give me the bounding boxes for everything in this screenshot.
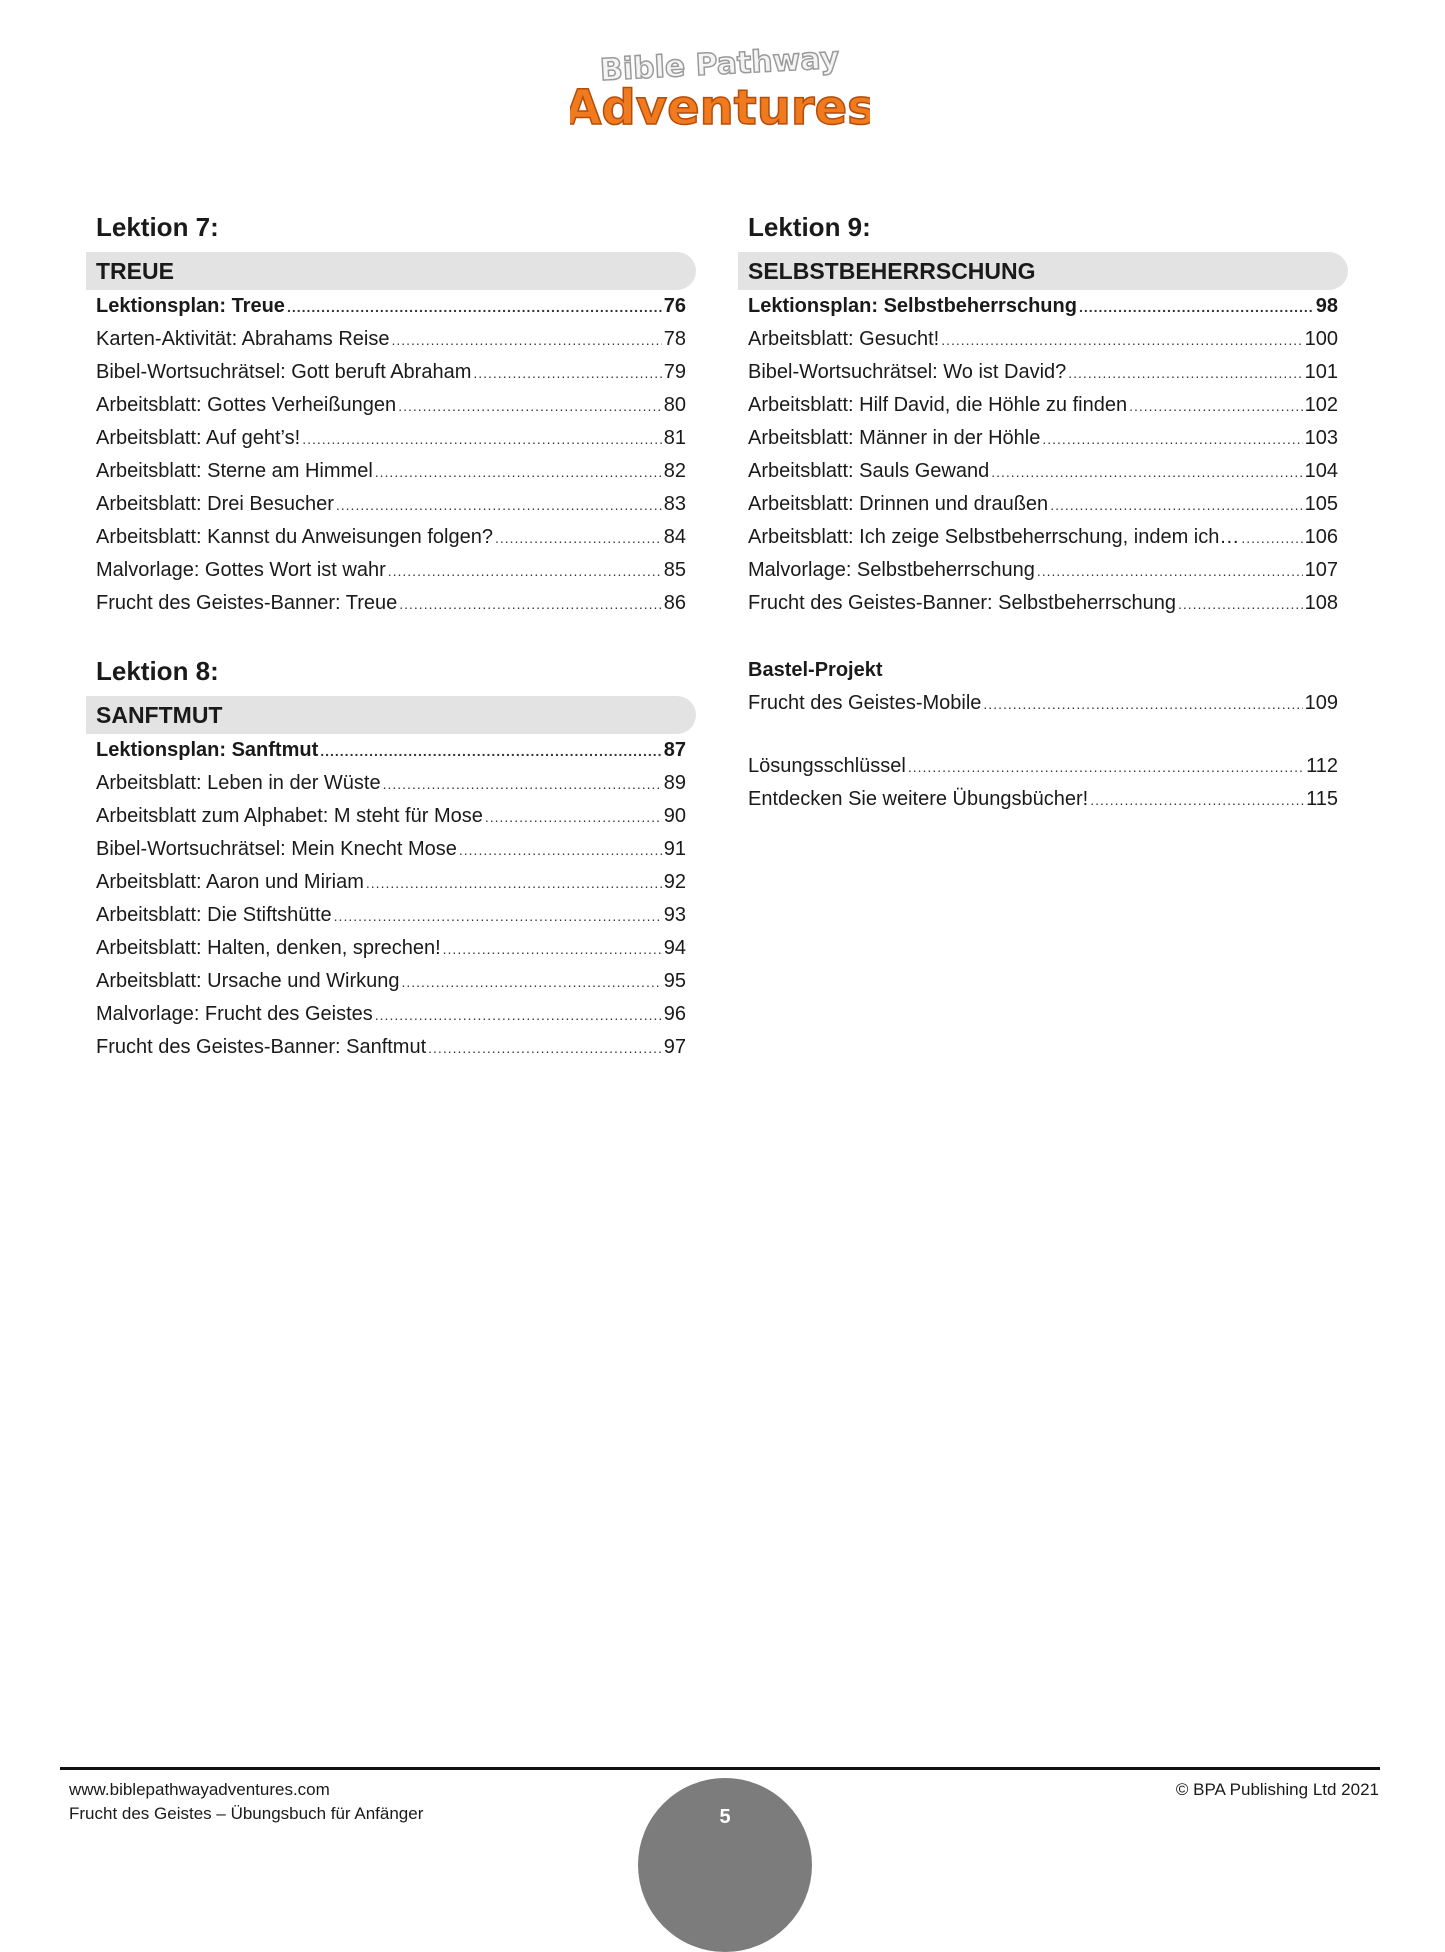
toc-entry[interactable] — [96, 800, 686, 833]
toc-entry-page: 115 — [1306, 788, 1338, 810]
toc-entry[interactable] — [96, 767, 686, 800]
toc-entry-page: 100 — [1304, 328, 1338, 350]
toc-entry-page: 76 — [663, 295, 686, 317]
footer-copyright: © BPA Publishing Ltd 2021 — [1175, 1780, 1379, 1799]
page-number: 5 — [638, 1778, 812, 1952]
toc-entry[interactable] — [96, 422, 686, 455]
toc-entry-title: Arbeitsblatt: Kannst du Anweisungen folgen? — [96, 526, 493, 548]
toc-entry[interactable] — [748, 521, 1338, 554]
dot-leader — [287, 291, 662, 324]
dot-leader — [1241, 522, 1302, 555]
toc-entry-page: 81 — [663, 427, 686, 449]
dot-leader — [398, 390, 662, 423]
toc-entry-page: 109 — [1304, 692, 1338, 714]
toc-entry-page: 84 — [663, 526, 686, 548]
dot-leader — [302, 423, 662, 456]
craft-project-entries — [738, 687, 1348, 720]
publisher-logo — [570, 32, 870, 142]
toc-entry-page: 112 — [1306, 755, 1338, 777]
toc-entry-page: 101 — [1304, 361, 1338, 383]
toc-entry[interactable] — [96, 290, 686, 323]
toc-entry-title: Bibel-Wortsuchrätsel: Mein Knecht Mose — [96, 838, 457, 860]
dot-leader — [428, 1032, 662, 1065]
toc-entry-title: Lösungsschlüssel — [748, 755, 906, 777]
lesson-7-title: Lektion 7: — [96, 212, 219, 242]
toc-entry-page: 85 — [663, 559, 686, 581]
toc-entry[interactable] — [748, 323, 1338, 356]
toc-entry[interactable] — [96, 356, 686, 389]
toc-entry-page: 90 — [663, 805, 686, 827]
toc-entry[interactable] — [96, 488, 686, 521]
svg-text:Adventures: Adventures — [570, 80, 870, 136]
toc-entry-title: Entdecken Sie weitere Übungsbücher! — [748, 788, 1089, 810]
dot-leader — [941, 324, 1302, 357]
toc-entry-page: 80 — [663, 394, 686, 416]
dot-leader — [485, 801, 662, 834]
toc-entry-title: Arbeitsblatt: Drei Besucher — [96, 493, 334, 515]
toc-entry[interactable] — [748, 687, 1338, 720]
toc-entry-title: Arbeitsblatt: Ich zeige Selbstbeherrschung, indem ich… — [748, 526, 1240, 548]
toc-entry-page: 106 — [1304, 526, 1338, 548]
toc-entry-page: 82 — [663, 460, 686, 482]
toc-entry-title: Arbeitsblatt: Männer in der Höhle — [748, 427, 1041, 449]
toc-entry[interactable] — [748, 389, 1338, 422]
dot-leader — [459, 834, 662, 867]
dot-leader — [1178, 588, 1303, 621]
toc-entry-title: Arbeitsblatt: Gottes Verheißungen — [96, 394, 397, 416]
toc-entry-page: 102 — [1304, 394, 1338, 416]
lesson-9-title: Lektion 9: — [748, 212, 871, 242]
toc-entry-page: 91 — [663, 838, 686, 860]
toc-entry-page: 93 — [663, 904, 686, 926]
toc-right-column — [738, 210, 1348, 816]
toc-entry-page: 79 — [663, 361, 686, 383]
footer-divider — [60, 1767, 1380, 1770]
dot-leader — [375, 999, 662, 1032]
toc-entry-title: Arbeitsblatt: Die Stiftshütte — [96, 904, 332, 926]
toc-entry-page: 87 — [663, 739, 686, 761]
toc-entry-page: 94 — [663, 937, 686, 959]
toc-entry-title: Malvorlage: Gottes Wort ist wahr — [96, 559, 386, 581]
toc-entry-title: Karten-Aktivität: Abrahams Reise — [96, 328, 390, 350]
toc-entry-title: Arbeitsblatt: Drinnen und draußen — [748, 493, 1049, 515]
footer-url[interactable]: www.biblepathwayadventures.com — [69, 1780, 330, 1799]
svg-text:Bible Pathway: Bible Pathway — [599, 40, 841, 89]
toc-entry-title: Frucht des Geistes-Banner: Sanftmut — [96, 1036, 427, 1058]
toc-entry[interactable] — [96, 932, 686, 965]
toc-entry[interactable] — [96, 965, 686, 998]
toc-entry[interactable] — [96, 899, 686, 932]
dot-leader — [401, 966, 661, 999]
toc-entry[interactable] — [96, 998, 686, 1031]
lesson-9-entries — [738, 290, 1348, 620]
toc-entry[interactable] — [96, 734, 686, 767]
toc-entry[interactable] — [748, 750, 1338, 783]
toc-entry-title: Lektionsplan: Selbstbeherrschung — [748, 295, 1077, 317]
dot-leader — [1079, 291, 1314, 324]
toc-entry-title: Bibel-Wortsuchrätsel: Wo ist David? — [748, 361, 1067, 383]
toc-entry-title: Arbeitsblatt: Gesucht! — [748, 328, 940, 350]
toc-entry-title: Arbeitsblatt: Sauls Gewand — [748, 460, 990, 482]
toc-entry[interactable] — [96, 587, 686, 620]
dot-leader — [334, 900, 662, 933]
footer-book-title: Frucht des Geistes – Übungsbuch für Anfänger — [69, 1804, 424, 1823]
toc-entry-title: Lektionsplan: Sanftmut — [96, 739, 319, 761]
toc-entry-title: Arbeitsblatt: Hilf David, die Höhle zu finden — [748, 394, 1128, 416]
toc-entry-title: Arbeitsblatt: Aaron und Miriam — [96, 871, 364, 893]
toc-entry[interactable] — [748, 356, 1338, 389]
dot-leader — [908, 751, 1304, 784]
lesson-7-entries — [86, 290, 696, 620]
dot-leader — [375, 456, 662, 489]
dot-leader — [1129, 390, 1303, 423]
dot-leader — [336, 489, 662, 522]
lesson-8-entries — [86, 734, 696, 1064]
toc-entry-page: 86 — [663, 592, 686, 614]
toc-entry-title: Arbeitsblatt: Ursache und Wirkung — [96, 970, 400, 992]
toc-entry[interactable] — [96, 833, 686, 866]
toc-entry-page: 92 — [663, 871, 686, 893]
toc-entry[interactable] — [748, 290, 1338, 323]
toc-entry-title: Malvorlage: Frucht des Geistes — [96, 1003, 373, 1025]
toc-entry-title: Arbeitsblatt: Halten, denken, sprechen! — [96, 937, 441, 959]
toc-entry-page: 104 — [1304, 460, 1338, 482]
toc-entry-title: Bibel-Wortsuchrätsel: Gott beruft Abraham — [96, 361, 472, 383]
lesson-8-banner: SANFTMUT — [86, 696, 696, 734]
craft-project-heading: Bastel-Projekt — [748, 659, 883, 681]
toc-entry-title: Arbeitsblatt: Auf geht’s! — [96, 427, 301, 449]
dot-leader — [1037, 555, 1303, 588]
dot-leader — [443, 933, 662, 966]
toc-entry[interactable] — [96, 1031, 686, 1064]
toc-left-column — [86, 210, 696, 1064]
dot-leader — [473, 357, 661, 390]
toc-entry-title: Frucht des Geistes-Mobile — [748, 692, 982, 714]
toc-entry-page: 105 — [1304, 493, 1338, 515]
toc-entry[interactable] — [748, 488, 1338, 521]
toc-entry[interactable] — [748, 455, 1338, 488]
dot-leader — [991, 456, 1302, 489]
lesson-8-title: Lektion 8: — [96, 656, 219, 686]
toc-entry-title: Malvorlage: Selbstbeherrschung — [748, 559, 1035, 581]
dot-leader — [1050, 489, 1302, 522]
toc-entry[interactable] — [96, 455, 686, 488]
toc-entry-page: 96 — [663, 1003, 686, 1025]
logo-graphic — [570, 32, 870, 142]
toc-entry[interactable] — [748, 422, 1338, 455]
toc-entry-title: Frucht des Geistes-Banner: Treue — [96, 592, 398, 614]
dot-leader — [388, 555, 662, 588]
dot-leader — [1090, 784, 1304, 817]
toc-entry-title: Arbeitsblatt: Leben in der Wüste — [96, 772, 381, 794]
toc-entry[interactable] — [748, 554, 1338, 587]
toc-entry-title: Arbeitsblatt zum Alphabet: M steht für Mose — [96, 805, 483, 827]
toc-entry-title: Lektionsplan: Treue — [96, 295, 285, 317]
lesson-7-banner: TREUE — [86, 252, 696, 290]
toc-entry-page: 78 — [663, 328, 686, 350]
toc-entry-page: 95 — [663, 970, 686, 992]
toc-entry-page: 89 — [663, 772, 686, 794]
dot-leader — [320, 735, 662, 768]
extra-entries — [738, 750, 1348, 816]
dot-leader — [1042, 423, 1302, 456]
toc-entry[interactable] — [96, 389, 686, 422]
toc-entry-page: 98 — [1315, 295, 1338, 317]
dot-leader — [366, 867, 662, 900]
dot-leader — [383, 768, 662, 801]
toc-entry[interactable] — [748, 783, 1338, 816]
toc-entry[interactable] — [96, 554, 686, 587]
toc-entry[interactable] — [96, 866, 686, 899]
toc-entry-page: 103 — [1304, 427, 1338, 449]
dot-leader — [399, 588, 662, 621]
dot-leader — [1068, 357, 1302, 390]
lesson-9-banner: SELBSTBEHERRSCHUNG — [738, 252, 1348, 290]
dot-leader — [391, 324, 661, 357]
footer-left — [69, 1778, 423, 1826]
dot-leader — [495, 522, 662, 555]
toc-entry-page: 108 — [1304, 592, 1338, 614]
toc-entry-title: Frucht des Geistes-Banner: Selbstbeherrschung — [748, 592, 1176, 614]
toc-entry-page: 83 — [663, 493, 686, 515]
toc-entry[interactable] — [96, 323, 686, 356]
toc-entry-title: Arbeitsblatt: Sterne am Himmel — [96, 460, 373, 482]
toc-entry[interactable] — [748, 587, 1338, 620]
dot-leader — [983, 688, 1302, 721]
toc-entry-page: 107 — [1304, 559, 1338, 581]
toc-entry-page: 97 — [663, 1036, 686, 1058]
toc-entry[interactable] — [96, 521, 686, 554]
